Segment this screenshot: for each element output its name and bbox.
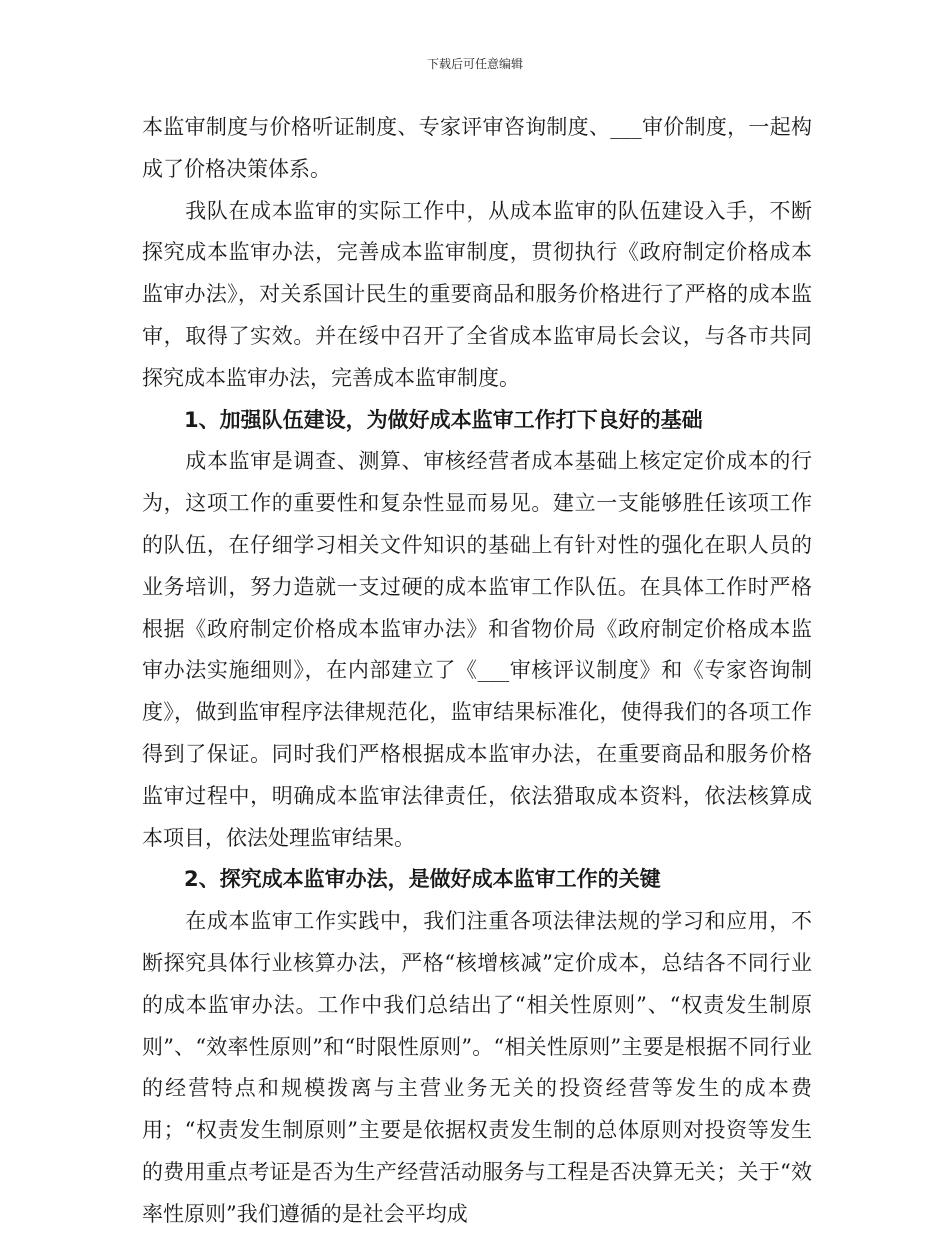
section-heading-1: 1、加强队伍建设，为做好成本监审工作打下良好的基础 [184,407,703,432]
paragraph-intro: 本监审制度与价格听证制度、专家评审咨询制度、___审价制度，一起构成了价格决策体系。 [142,115,812,181]
document-body [142,107,812,1236]
section-heading-2: 2、探究成本监审办法，是做好成本监审工作的关键 [184,867,661,892]
paragraph-team-work: 我队在成本监审的实际工作中，从成本监审的队伍建设入手，不断探究成本监审办法，完善成本监审制度，贯彻执行《政府制定价格成本监审办法》，对关系国计民生的重要商品和服务价格进行了严格的成本监审，取得了实效。并在绥中召开了全省成本监审局长会议，与各市共同探究成本监审办法，完善成本监审制度。 [142,198,812,390]
paragraph-methods: 在成本监审工作实践中，我们注重各项法律法规的学习和应用，不断探究具体行业核算办法，严格“核增核减”定价成本，总结各不同行业的成本监审办法。工作中我们总结出了“相关性原则”、“权责发生制原则”、“效率性原则”和“时限性原则”。“相关性原则”主要是根据不同行业的经营特点和规模拨离与主营业务无关的投资经营等发生的成本费用；“权责发生制原则”主要是依据权责发生制的总体原则对投资等发生的费用重点考证是否为生产经营活动服务与工程是否决算无关；关于“效率性原则”我们遵循的是社会平均成 [142,909,812,1226]
paragraph-team-building: 成本监审是调查、测算、审核经营者成本基础上核定定价成本的行为，这项工作的重要性和复杂性显而易见。建立一支能够胜任该项工作的队伍，在仔细学习相关文件知识的基础上有针对性的强化在职人员的业务培训，努力造就一支过硬的成本监审工作队伍。在具体工作时严格根据《政府制定价格成本监审办法》和省物价局《政府制定价格成本监审办法实施细则》，在内部建立了《___审核评议制度》和《专家咨询制度》，做到监审程序法律规范化，监审结果标准化，使得我们的各项工作得到了保证。同时我们严格根据成本监审办法，在重要商品和服务价格监审过程中，明确成本监审法律责任，依法猎取成本资料，依法核算成本项目，依法处理监审结果。 [142,449,812,850]
page-header: 下载后可任意编辑 [426,57,523,71]
